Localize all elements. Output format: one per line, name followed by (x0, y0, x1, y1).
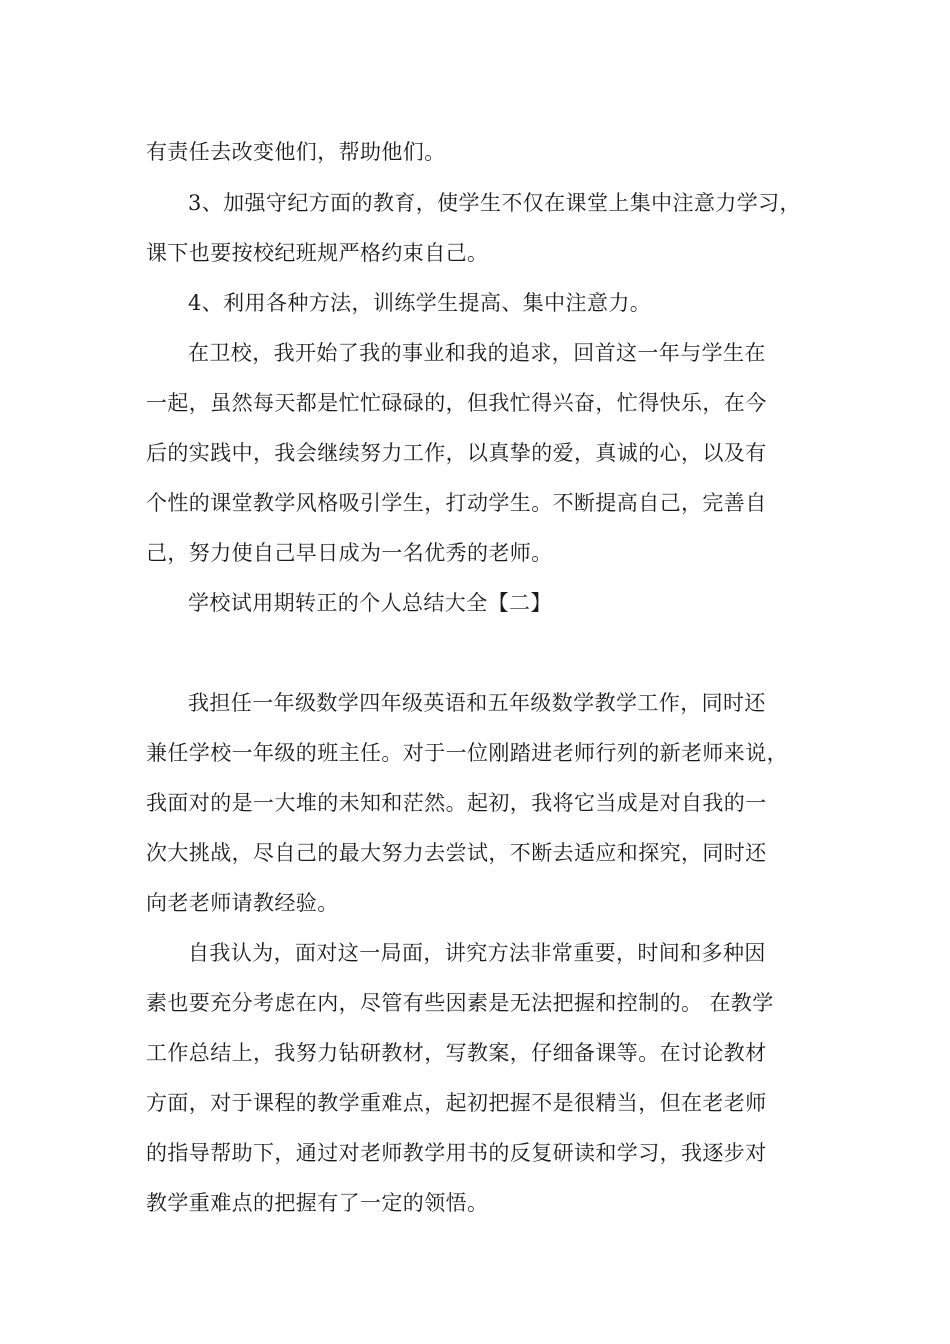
text-line: 有责任去改变他们，帮助他们。 (146, 140, 446, 164)
text-line: 己，努力使自己早日成为一名优秀的老师。 (146, 541, 553, 565)
text-line: 教学重难点的把握有了一定的领悟。 (146, 1191, 489, 1215)
text-line: 自我认为，面对这一局面，讲究方法非常重要，时间和多种因 (188, 941, 766, 965)
text-line: 素也要充分考虑在内，尽管有些因素是无法把握和控制的。 在教学 (146, 991, 774, 1015)
text-line: 后的实践中，我会继续努力工作，以真挚的爱，真诚的心，以及有 (146, 441, 767, 465)
text-line: 我担任一年级数学四年级英语和五年级数学教学工作，同时还 (188, 691, 766, 715)
text-line: 的指导帮助下，通过对老师教学用书的反复研读和学习，我逐步对 (146, 1141, 767, 1165)
text-line: 一起，虽然每天都是忙忙碌碌的，但我忙得兴奋，忙得快乐，在今 (146, 391, 767, 415)
text-line: 课下也要按校纪班规严格约束自己。 (146, 241, 489, 265)
text-line: 3、加强守纪方面的教育，使学生不仅在课堂上集中注意力学习， (188, 191, 801, 215)
text-line: 在卫校，我开始了我的事业和我的追求，回首这一年与学生在 (188, 341, 766, 365)
text-line: 次大挑战，尽自己的最大努力去尝试，不断去适应和探究，同时还 (146, 841, 767, 865)
text-line: 兼任学校一年级的班主任。对于一位刚踏进老师行列的新老师来说， (146, 741, 788, 765)
text-line: 个性的课堂教学风格吸引学生，打动学生。不断提高自己，完善自 (146, 491, 767, 515)
text-line: 4、利用各种方法，训练学生提高、集中注意力。 (188, 291, 652, 315)
text-line: 工作总结上，我努力钻研教材，写教案，仔细备课等。在讨论教材 (146, 1041, 767, 1065)
text-line: 向老老师请教经验。 (146, 891, 339, 915)
section-heading: 学校试用期转正的个人总结大全【二】 (188, 591, 552, 615)
text-line: 方面，对于课程的教学重难点，起初把握不是很精当，但在老老师 (146, 1091, 767, 1115)
text-line: 我面对的是一大堆的未知和茫然。起初，我将它当成是对自我的一 (146, 791, 767, 815)
